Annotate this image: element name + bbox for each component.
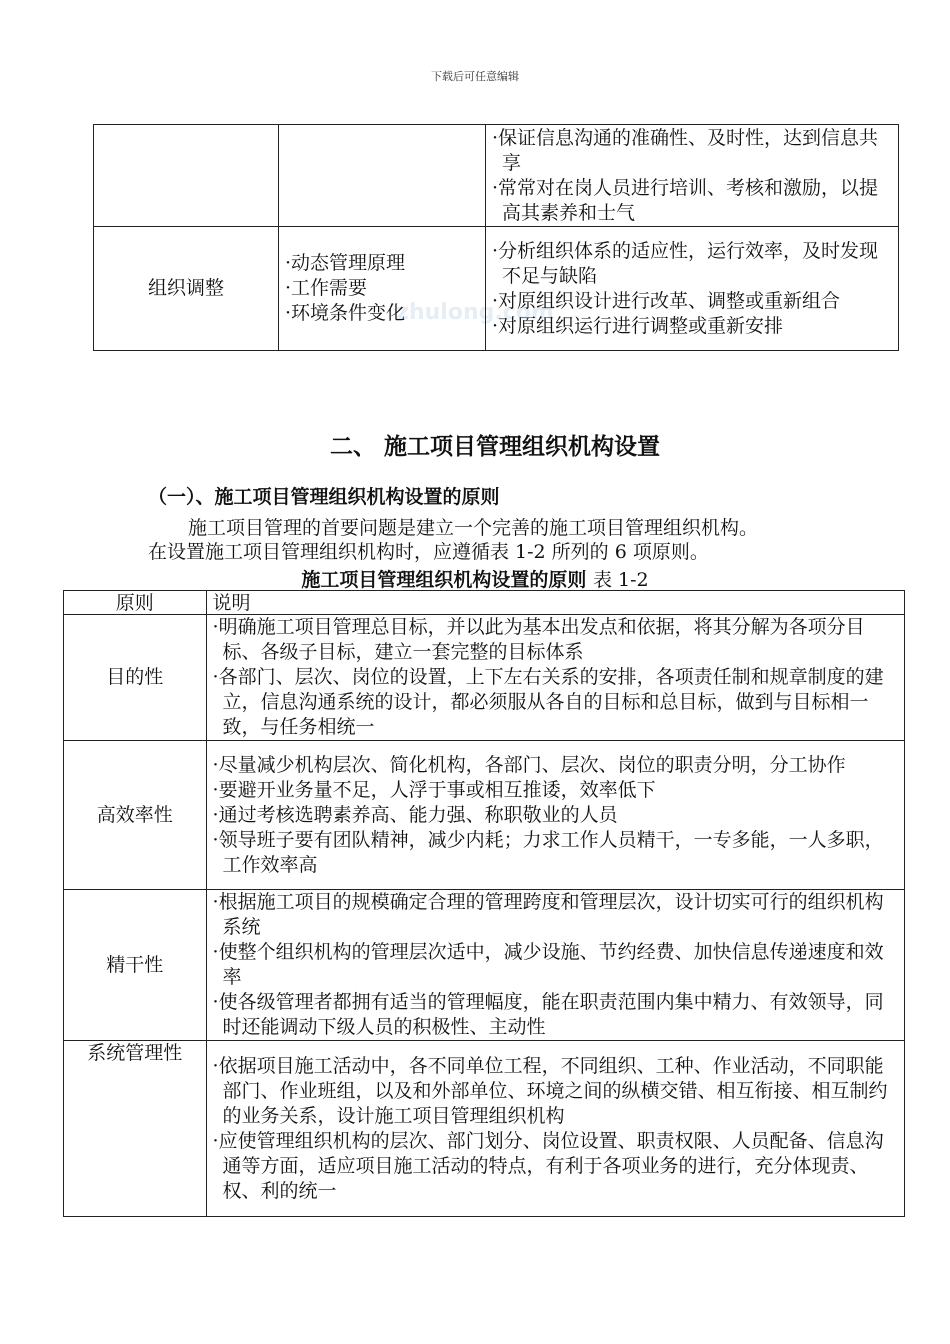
table-cell (279, 227, 486, 351)
caption-title: 施工项目管理组织机构设置的原则 (301, 569, 587, 591)
bullet-item: ·环境条件变化 (285, 302, 406, 324)
table-cell (279, 125, 486, 227)
bullet-item: ·常常对在岗人员进行培训、考核和激励，以提高其素养和士气 (492, 176, 879, 224)
bullet-item: ·通过考核选聘素养高、能力强、称职敬业的人员 (212, 803, 618, 826)
organization-adjustment-table (93, 124, 899, 351)
table-row (64, 741, 905, 890)
bullet-item: ·对原组织设计进行改革、调整或重新组合 (492, 289, 841, 312)
caption-number: 表 1-2 (593, 569, 649, 591)
bullet-item: ·动态管理原理 (285, 252, 406, 274)
principle-cell: 高效率性 (64, 741, 207, 890)
description-cell (206, 615, 904, 741)
table-cell (94, 125, 279, 227)
table-row (64, 890, 905, 1041)
bullet-item: ·尽量减少机构层次、简化机构，各部门、层次、岗位的职责分明，分工协作 (212, 753, 846, 776)
principles-table (63, 590, 905, 1217)
description-cell (206, 890, 904, 1041)
table-row (64, 615, 905, 741)
paragraph-line: 施工项目管理的首要问题是建立一个完善的施工项目管理组织机构。 (188, 517, 759, 539)
bullet-item: ·各部门、层次、岗位的设置，上下左右关系的安排，各项责任制和规章制度的建立，信息沟通系统的设计，都必须服从各自的目标和总目标，做到与目标相一致，与任务相统一 (212, 666, 884, 738)
principle-cell: 目的性 (64, 615, 207, 741)
page-header-note: 下载后可任意编辑 (431, 70, 519, 83)
bullet-item: ·依据项目施工活动中，各不同单位工程，不同组织、工种、作业活动，不同职能部门、作业班组，以及和外部单位、环境之间的纵横交错、相互衔接、相互制约的业务关系，设计施工项目管理组织机构 (212, 1054, 888, 1127)
bullet-item: ·保证信息沟通的准确性、及时性，达到信息共享 (492, 126, 879, 174)
paragraph-line: 在设置施工项目管理组织机构时，应遵循表 1-2 所列的 6 项原则。 (148, 541, 709, 563)
bullet-item: ·应使管理组织机构的层次、部门划分、岗位设置、职责权限、人员配备、信息沟通等方面，适应项目施工活动的特点，有利于各项业务的进行，充分体现责、权、利的统一 (212, 1129, 884, 1202)
table-cell (486, 125, 899, 227)
bullet-item: ·使整个组织机构的管理层次适中，减少设施、节约经费、加快信息传递速度和效率 (212, 941, 884, 988)
table-header-row (64, 591, 905, 615)
table-cell (486, 227, 899, 351)
header-principle: 原则 (64, 591, 207, 615)
section-title: 二、 施工项目管理组织机构设置 (329, 434, 660, 460)
bullet-item: ·领导班子要有团队精神，减少内耗；力求工作人员精干，一专多能，一人多职，工作效率高 (212, 828, 884, 876)
bullet-item: ·对原组织运行进行调整或重新安排 (492, 314, 784, 337)
description-cell (206, 741, 904, 890)
watermark-text: zhulong.com (396, 300, 554, 325)
bullet-item: ·明确施工项目管理总目标，并以此为基本出发点和依据，将其分解为各项分目标、各级子目标，建立一套完整的目标体系 (212, 616, 865, 663)
table-row (94, 125, 899, 227)
principle-cell: 系统管理性 (64, 1041, 207, 1217)
table-caption (0, 565, 950, 592)
table-row (64, 1041, 905, 1217)
principle-cell: 精干性 (64, 890, 207, 1041)
bullet-item: ·分析组织体系的适应性，运行效率，及时发现不足与缺陷 (492, 239, 879, 287)
bullet-item: ·根据施工项目的规模确定合理的管理跨度和管理层次，设计切实可行的组织机构系统 (212, 891, 884, 938)
subsection-title: （一）、施工项目管理组织机构设置的原则 (148, 486, 500, 508)
description-cell (206, 1041, 904, 1217)
table-cell-label: 组织调整 (94, 227, 279, 351)
bullet-item: ·使各级管理者都拥有适当的管理幅度，能在职责范围内集中精力、有效领导，同时还能调动下级人员的积极性、主动性 (212, 991, 884, 1038)
bullet-item: ·工作需要 (285, 277, 368, 299)
header-description: 说明 (206, 591, 904, 615)
table-row (94, 227, 899, 351)
bullet-item: ·要避开业务量不足，人浮于事或相互推诿，效率低下 (212, 778, 656, 801)
